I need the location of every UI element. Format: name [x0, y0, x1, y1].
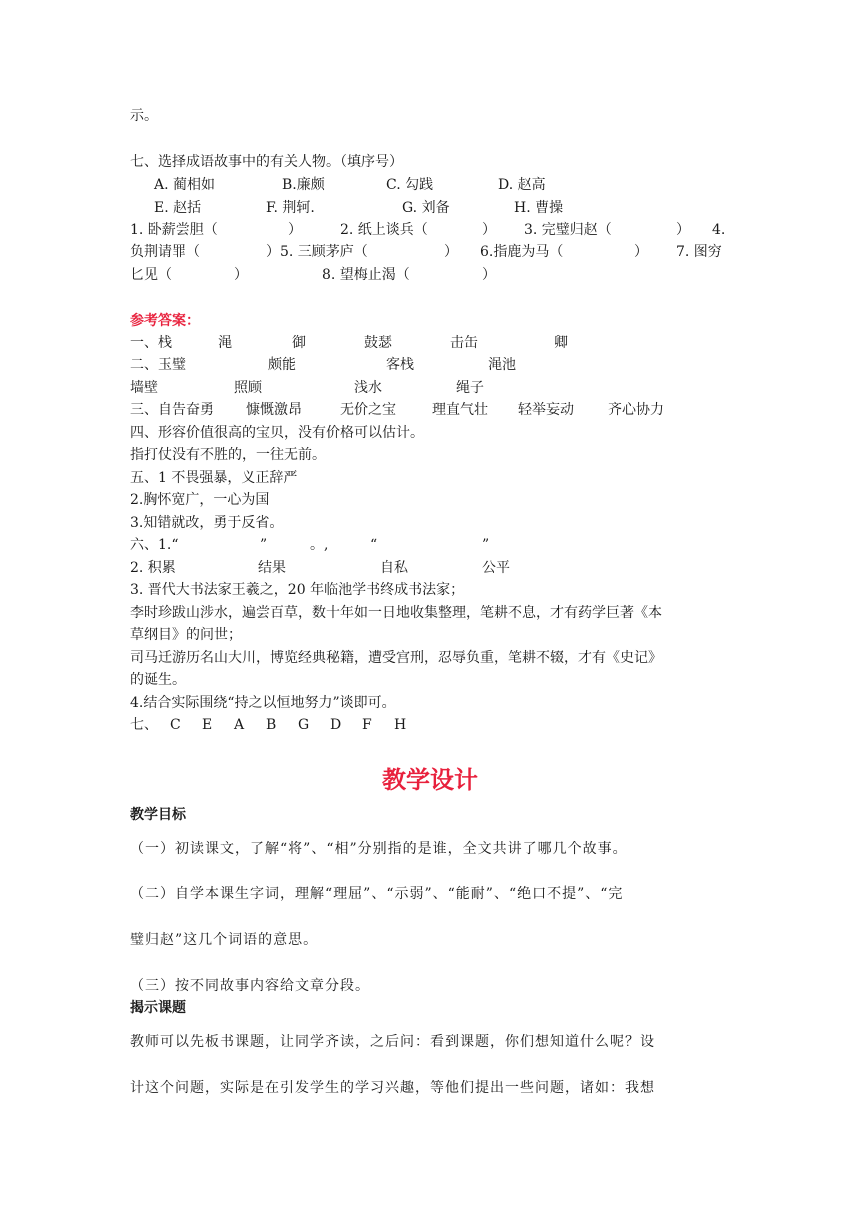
option-e: E. 赵括 — [154, 200, 202, 216]
answer-2-item: 客栈 — [386, 357, 414, 373]
item-2-close: ） — [482, 222, 496, 238]
answer-1-item: 击缶 — [450, 335, 478, 351]
answer-5-line2: 2.胸怀宽广，一心为国 — [130, 492, 270, 508]
prev-text-tail: 示。 — [130, 108, 158, 124]
item-5-close: ） — [444, 244, 458, 260]
item-7-cont: 匕见（ — [130, 267, 172, 283]
item-4-number: 4. — [712, 222, 726, 238]
q7-items-line1 — [130, 221, 730, 239]
answer-3-item: 轻举妄动 — [518, 402, 574, 418]
answer-2-row1 — [130, 356, 730, 374]
item-7-close: ） — [234, 267, 248, 283]
answer-2-item: 绳子 — [456, 380, 484, 396]
answer-1-item: 鼓瑟 — [364, 335, 392, 351]
reveal-label: 揭示课题 — [130, 1000, 186, 1016]
answer-6-line4: 李时珍跋山涉水，遍尝百草，数十年如一日地收集整理，笔耕不息，才有药学巨著《本 — [130, 605, 662, 621]
answer-2-item: 照顾 — [234, 380, 262, 396]
answer-7-item: E — [202, 717, 213, 733]
item-6: 6.指鹿为马（ — [480, 244, 564, 260]
item-8-close: ） — [482, 267, 496, 283]
answer-7-item: C — [170, 717, 181, 733]
answer-1 — [130, 334, 730, 352]
answer-3-item: 齐心协力 — [608, 402, 664, 418]
answer-3-item: 三、自告奋勇 — [130, 402, 214, 418]
answer-2-item: 浅水 — [354, 380, 382, 396]
item-8: 8. 望梅止渴（ — [322, 267, 410, 283]
answer-7-item: A — [234, 717, 245, 733]
q7-items-line3 — [130, 266, 730, 284]
item-3: 3. 完璧归赵（ — [524, 222, 612, 238]
q7-items-line2 — [130, 243, 730, 261]
goal-1: （一）初读课文，了解“将”、“相”分别指的是谁，全文共讲了哪几个故事。 — [130, 841, 628, 857]
answer-2-row2 — [130, 379, 730, 397]
answer-3-item: 慷慨激昂 — [246, 402, 302, 418]
answer-1-item: 卿 — [554, 335, 568, 351]
section-title: 教学设计 — [382, 766, 478, 794]
item-3-close: ） — [676, 222, 690, 238]
item-7: 7. 图穷 — [676, 244, 722, 260]
answer-6-line7: 的诞生。 — [130, 672, 186, 688]
answer-4-line2: 指打仗没有不胜的，一往无前。 — [130, 447, 326, 463]
answer-6-item: ” — [260, 537, 268, 553]
answer-6-item: 。, — [310, 537, 329, 553]
answer-1-item: 渑 — [218, 335, 232, 351]
answer-3-item: 无价之宝 — [340, 402, 396, 418]
reveal-line2: 计这个问题，实际是在引发学生的学习兴趣，等他们提出一些问题，诸如：我想 — [130, 1080, 655, 1096]
answer-2-item: 二、玉璧 — [130, 357, 186, 373]
answer-6-item: 2. 积累 — [130, 560, 176, 576]
answer-7-item: G — [298, 717, 310, 733]
answer-2-item: 颇能 — [268, 357, 296, 373]
item-2: 2. 纸上谈兵（ — [340, 222, 428, 238]
option-h: H. 曹操 — [514, 200, 564, 216]
option-b: B.廉颇 — [282, 177, 325, 193]
answer-4-line1: 四、形容价值很高的宝贝，没有价格可以估计。 — [130, 425, 424, 441]
q7-heading: 七、选择成语故事中的有关人物。（填序号） — [130, 154, 403, 170]
goal-2-line2: 璧归赵”这几个词语的意思。 — [130, 932, 319, 948]
goal-3: （三）按不同故事内容给文章分段。 — [130, 978, 370, 994]
item-4: 负荆请罪（ — [130, 244, 200, 260]
item-5: ）5. 三顾茅庐（ — [266, 244, 368, 260]
answer-6-line8: 4.结合实际围绕“持之以恒地努力”谈即可。 — [130, 695, 396, 711]
answer-6-line6: 司马迁游历名山大川，博览经典秘籍，遭受宫刑，忍辱负重，笔耕不辍，才有《史记》 — [130, 650, 662, 666]
answer-6-line3: 3. 晋代大书法家王羲之，20 年临池学书终成书法家； — [130, 582, 465, 598]
item-1-close: ） — [288, 222, 302, 238]
option-d: D. 赵高 — [498, 177, 546, 193]
answer-3-item: 理直气壮 — [432, 402, 488, 418]
answers-label: 参考答案： — [130, 313, 200, 329]
answer-3 — [130, 401, 730, 419]
answer-7-item: F — [362, 717, 372, 733]
item-6-close: ） — [634, 244, 648, 260]
option-g: G. 刘备 — [402, 200, 450, 216]
item-1: 1. 卧薪尝胆（ — [130, 222, 218, 238]
answer-2-item: 墙壁 — [130, 380, 158, 396]
answer-7-label: 七、 — [130, 717, 158, 733]
q7-options-row2 — [130, 199, 730, 217]
answer-6-item: 自私 — [380, 560, 408, 576]
reveal-line1: 教师可以先板书课题，让同学齐读，之后问：看到课题，你们想知道什么呢？设 — [130, 1034, 655, 1050]
answer-1-item: 御 — [292, 335, 306, 351]
answer-7 — [130, 716, 730, 734]
answer-7-item: D — [330, 717, 342, 733]
answer-6-row2 — [130, 559, 730, 577]
answer-2-item: 渑池 — [488, 357, 516, 373]
option-c: C. 勾践 — [386, 177, 434, 193]
answer-6-item: ” — [482, 537, 490, 553]
answer-6-item: 公平 — [482, 560, 510, 576]
answer-6-line5: 草纲目》的问世； — [130, 627, 242, 643]
q7-options-row1 — [130, 176, 730, 194]
goals-label: 教学目标 — [130, 807, 186, 823]
answer-1-item: 一、栈 — [130, 335, 172, 351]
answer-6-item: 结果 — [258, 560, 286, 576]
option-a: A. 蔺相如 — [154, 177, 216, 193]
answer-7-item: B — [266, 717, 277, 733]
answer-5-line1: 五、1 不畏强暴，义正辞严 — [130, 470, 298, 486]
answer-7-item: H — [394, 717, 407, 733]
option-f: F. 荆轲. — [266, 200, 315, 216]
answer-6-item: “ — [370, 537, 378, 553]
goal-2-line1: （二）自学本课生字词，理解“理屈”、“示弱”、“能耐”、“绝口不提”、“完 — [130, 886, 624, 902]
answer-5-line3: 3.知错就改，勇于反省。 — [130, 515, 284, 531]
answer-6-row1 — [130, 536, 730, 554]
answer-6-item: 六、1.“ — [130, 537, 179, 553]
